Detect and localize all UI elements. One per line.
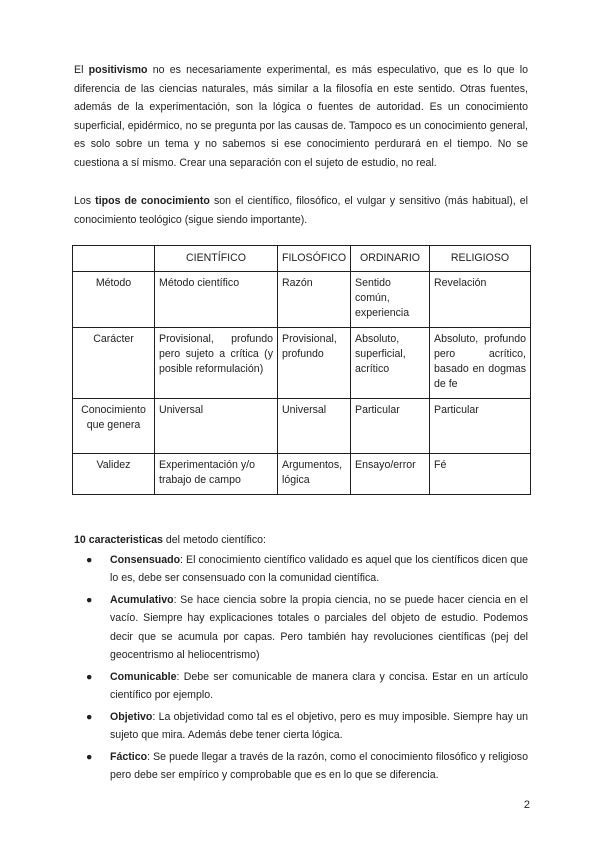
row-header-caracter: Carácter: [73, 328, 155, 399]
knowledge-types-term: tipos de conocimiento: [95, 195, 210, 207]
knowledge-types-paragraph: Los tipos de conocimiento son el científico, filosófico, el vulgar y sensitivo (más habitual), el conocimiento teológico (sigue siendo importante).: [74, 195, 528, 226]
bullet-icon: ●: [86, 750, 93, 763]
list-item: ● Fáctico: Se puede llegar a través de la razón, como el conocimiento filosófico y religioso pero debe ser empírico y comprobable que es en lo que se diferencia.: [74, 748, 528, 785]
table-cell: Fé: [430, 454, 531, 495]
table-header-filosofico: FILOSÓFICO: [278, 246, 351, 272]
table-header-empty: [73, 246, 155, 272]
table-cell: Argumentos, lógica: [278, 454, 351, 495]
table-cell: Provisional, profundo: [278, 328, 351, 399]
table-cell: Absoluto, profundo pero acrítico, basado en dogmas de fe: [430, 328, 531, 399]
table-header-ordinario: ORDINARIO: [351, 246, 430, 272]
knowledge-comparison-table: [72, 245, 531, 495]
bullet-icon: ●: [86, 553, 93, 566]
table-row: [73, 328, 531, 399]
table-cell: Provisional, profundo pero sujeto a crítica (y posible reformulación): [155, 328, 278, 399]
table-cell: Universal: [278, 399, 351, 454]
table-cell: Revelación: [430, 272, 531, 328]
list-item: ● Acumulativo: Se hace ciencia sobre la propia ciencia, no se puede hacer ciencia en el vacío. Siempre hay explicaciones totales o parciales del objeto de estudio. Podemos decir que se acumula por capas. Pero también hay revoluciones científicas (pej del geocentrismo al heliocentrismo): [74, 591, 528, 665]
table-row: [73, 454, 531, 495]
list-item: ● Comunicable: Debe ser comunicable de manera clara y concisa. Estar en un artículo científico por ejemplo.: [74, 668, 528, 705]
table-cell: Particular: [351, 399, 430, 454]
table-cell: Absoluto, superficial, acrítico: [351, 328, 430, 399]
table-header-cientifico: CIENTÍFICO: [155, 246, 278, 272]
bullet-icon: ●: [86, 670, 93, 683]
table-header-religioso: RELIGIOSO: [430, 246, 531, 272]
row-header-validez: Validez: [73, 454, 155, 495]
page-number: 2: [523, 799, 530, 811]
row-header-conocimiento: Conocimiento que genera: [73, 399, 155, 454]
list-item: ● Consensuado: El conocimiento científico validado es aquel que los científicos dicen que lo es, debe ser consensuado con la comunidad científica.: [74, 551, 528, 588]
table-row: [73, 272, 531, 328]
positivismo-term: positivismo: [88, 64, 148, 76]
row-header-metodo: Método: [73, 272, 155, 328]
table-cell: Universal: [155, 399, 278, 454]
list-item: ● Objetivo: La objetividad como tal es el objetivo, pero es muy imposible. Siempre hay un sujeto que mira. Además debe tener cierta lógica.: [74, 708, 528, 745]
section-heading: 10 caracteristicas del metodo científico:: [74, 534, 267, 546]
table-cell: Particular: [430, 399, 531, 454]
table-cell: Ensayo/error: [351, 454, 430, 495]
table-row: [73, 399, 531, 454]
table-cell: Método científico: [155, 272, 278, 328]
bullet-icon: ●: [86, 593, 93, 606]
table-cell: Experimentación y/o trabajo de campo: [155, 454, 278, 495]
table-header-row: [73, 246, 531, 272]
bullet-icon: ●: [86, 710, 93, 723]
characteristics-list: [74, 551, 528, 785]
scientific-method-section: [74, 531, 528, 788]
table-cell: Sentido común, experiencia: [351, 272, 430, 328]
table-cell: Razón: [278, 272, 351, 328]
positivism-paragraph: El positivismo no es necesariamente experimental, es más especulativo, que es lo que lo diferencia de las ciencias naturales, más similar a la filosofía en este sentido. Otras fuentes, además de la experimentación, son la lógica o fuentes de autoridad. Es un conocimiento superficial, epidérmico, no se pregunta por las causas de. Tampoco es un conocimiento general, es solo sobre un tema y no sabemos si ese conocimiento perdurará en el tiempo. No se cuestiona a sí mismo. Crear una separación con el sujeto de estudio, no real.: [74, 64, 528, 169]
